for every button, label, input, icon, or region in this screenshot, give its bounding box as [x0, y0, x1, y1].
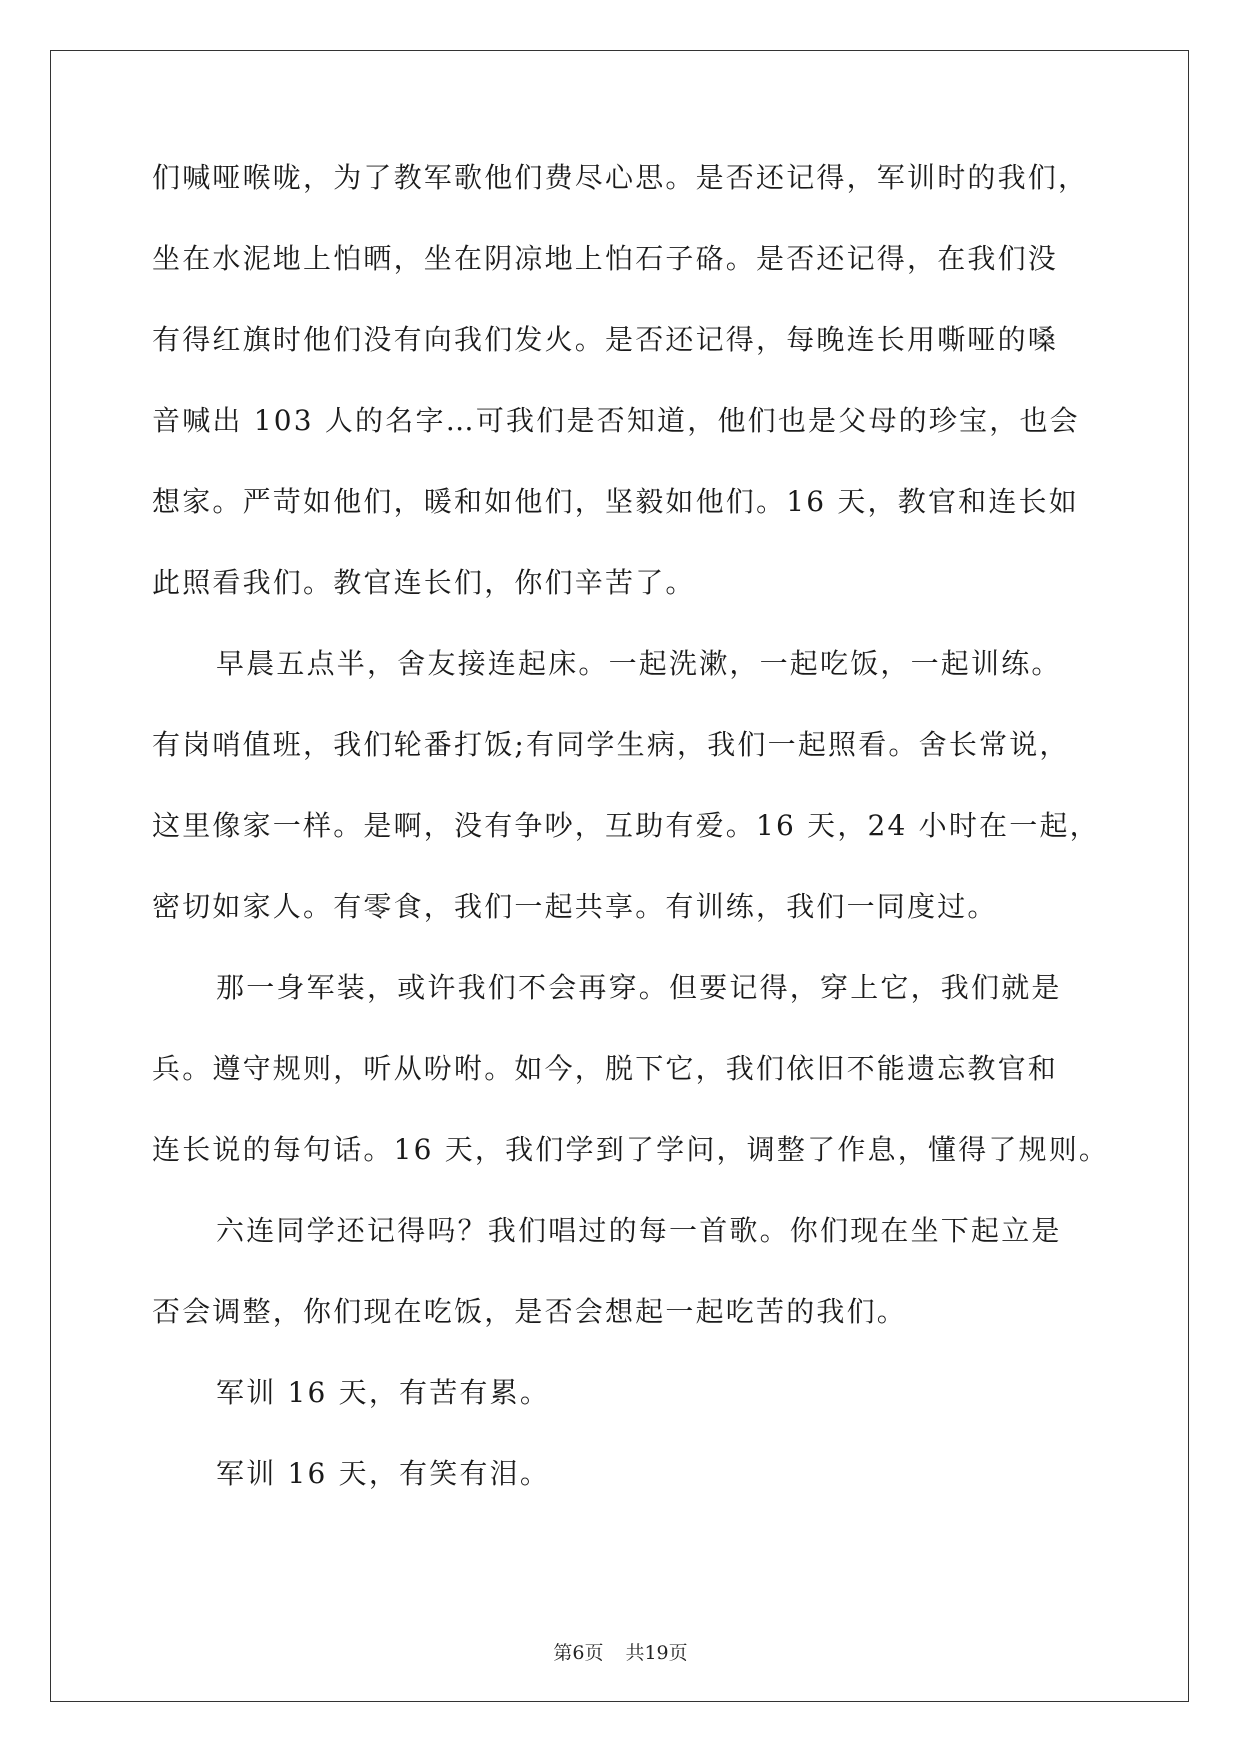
- paragraph-start: 早晨五点半，舍友接连起床。一起洗漱，一起吃饭，一起训练。: [216, 647, 1062, 680]
- text-line: 音喊出 103 人的名字…可我们是否知道，他们也是父母的珍宝，也会: [152, 404, 1080, 437]
- text-line: 想家。严苛如他们，暖和如他们，坚毅如他们。16 天，教官和连长如: [152, 485, 1079, 518]
- page-total: 共19页: [625, 1642, 688, 1664]
- text-line: 们喊哑喉咙，为了教军歌他们费尽心思。是否还记得，军训时的我们，: [152, 161, 1089, 194]
- text-line: 有岗哨值班，我们轮番打饭;有同学生病，我们一起照看。舍长常说，: [152, 728, 1070, 761]
- paragraph-start: 那一身军装，或许我们不会再穿。但要记得，穿上它，我们就是: [216, 971, 1062, 1004]
- page-footer: [0, 1638, 1241, 1665]
- paragraph-start: 六连同学还记得吗？我们唱过的每一首歌。你们现在坐下起立是: [216, 1214, 1062, 1247]
- text-line: 坐在水泥地上怕晒，坐在阴凉地上怕石子硌。是否还记得，在我们没: [152, 242, 1059, 275]
- page-number: 第6页: [553, 1642, 604, 1664]
- paragraph-start: 军训 16 天，有苦有累。: [216, 1376, 551, 1409]
- text-line: 兵。遵守规则，听从吩咐。如今，脱下它，我们依旧不能遗忘教官和: [152, 1052, 1059, 1085]
- text-line: 此照看我们。教官连长们，你们辛苦了。: [152, 566, 696, 599]
- text-line: 连长说的每句话。16 天，我们学到了学问，调整了作息，懂得了规则。: [152, 1133, 1110, 1166]
- text-line: 密切如家人。有零食，我们一起共享。有训练，我们一同度过。: [152, 890, 998, 923]
- document-body: [152, 158, 1110, 1535]
- text-line: 否会调整，你们现在吃饭，是否会想起一起吃苦的我们。: [152, 1295, 908, 1328]
- text-line: 有得红旗时他们没有向我们发火。是否还记得，每晚连长用嘶哑的嗓: [152, 323, 1059, 356]
- text-line: 这里像家一样。是啊，没有争吵，互助有爱。16 天，24 小时在一起，: [152, 809, 1100, 842]
- paragraph-start: 军训 16 天，有笑有泪。: [216, 1457, 551, 1490]
